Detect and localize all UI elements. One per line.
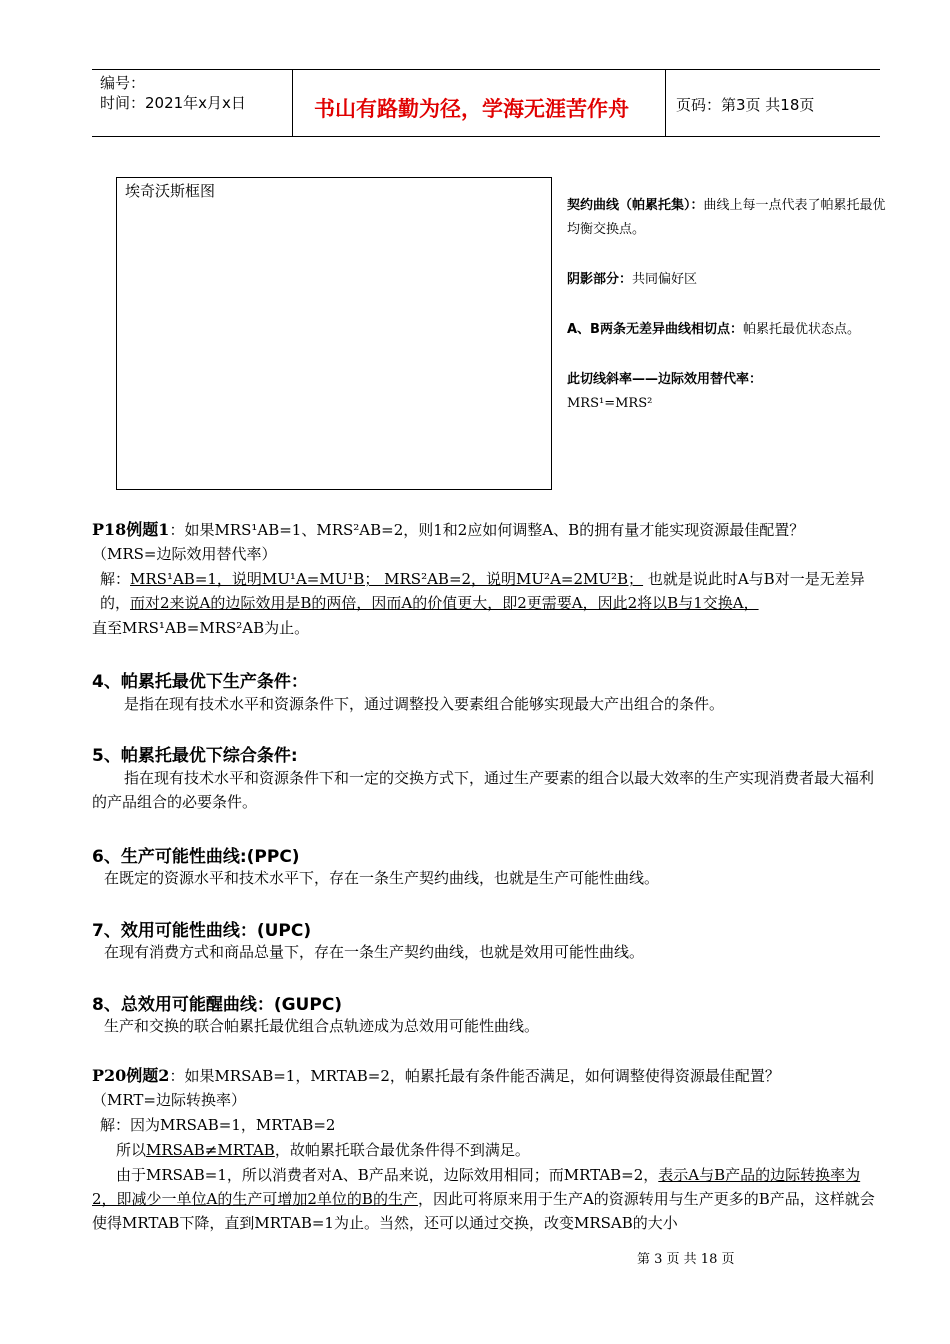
example2-paragraph — [92, 1163, 882, 1235]
contract-text: 曲线上每一点代表了帕累托最优均衡交换点。 — [567, 198, 886, 237]
example2-question — [92, 1064, 882, 1088]
example2-note: （MRT=边际转换率） — [92, 1091, 246, 1109]
shade-text: 共同偏好区 — [632, 272, 698, 287]
section6-body: 在既定的资源水平和技术水平下，存在一条生产契约曲线，也就是生产可能性曲线。 — [104, 869, 660, 887]
slope-label: 此切线斜率——边际效用替代率： — [567, 372, 763, 387]
solution-part3: 而对2来说A的边际效用是B的两倍，因而A的价值更大，即2更需要A，因此2将以B与1交换A， — [130, 594, 759, 612]
side-note-contract — [567, 194, 887, 242]
section8-title: 8、总效用可能醒曲线：(GUPC) — [92, 995, 343, 1015]
solution-part2: 也就是说此时A与B对一是无差异的， — [100, 570, 865, 612]
page-footer: 第 3 页 共 18 页 — [637, 1252, 735, 1267]
tangent-text: 帕累托最优状态点。 — [742, 322, 860, 337]
example1-conclusion: 直至MRS¹AB=MRS²AB为止。 — [92, 619, 310, 637]
section7-title: 7、效用可能性曲线：(UPC) — [92, 921, 312, 941]
edgeworth-box-frame — [116, 177, 552, 490]
example2-text: ：如果MRSAB=1，MRTAB=2，帕累托最有条件能否满足，如何调整使得资源最佳配置？ — [169, 1067, 780, 1085]
tangent-label: A、B两条无差异曲线相切点： — [567, 322, 743, 337]
mrs-equation: MRS¹=MRS² — [567, 396, 653, 411]
section5-body: 指在现有技术水平和资源条件下和一定的交换方式下，通过生产要素的组合以最大效率的生产实现消费者最大福利的产品组合的必要条件。 — [92, 769, 875, 811]
line2-inequality: MRSAB≠MRTAB — [146, 1141, 275, 1159]
header-page: 页码：第3页 共18页 — [676, 96, 815, 114]
section6-title: 6、生产可能性曲线:(PPC) — [92, 847, 300, 867]
section5-title: 5、帕累托最优下综合条件: — [92, 746, 298, 766]
section7-body: 在现有消费方式和商品总量下，存在一条生产契约曲线，也就是效用可能性曲线。 — [104, 943, 645, 961]
side-note-slope — [567, 368, 762, 392]
section8-body: 生产和交换的联合帕累托最优组合点轨迹成为总效用可能性曲线。 — [104, 1017, 540, 1035]
example2-label: P20例题2 — [92, 1066, 170, 1085]
example1-solution — [100, 567, 882, 615]
figure-title: 埃奇沃斯框图 — [125, 182, 216, 200]
line2-prefix: 所以 — [116, 1141, 147, 1159]
para-part1: 由于MRSAB=1，所以消费者对A、B产品来说，边际效用相同；而MRTAB=2， — [116, 1166, 659, 1184]
example1-text: ：如果MRS¹AB=1、MRS²AB=2，则1和2应如何调整A、B的拥有量才能实现资源最佳配置？ — [169, 521, 805, 539]
contract-label: 契约曲线（帕累托集）： — [567, 198, 704, 213]
solution-part1: MRS¹AB=1，说明MU¹A=MU¹B； MRS²AB=2，说明MU²A=2MU²B； — [130, 570, 644, 588]
side-note-tangent — [567, 318, 897, 342]
header-top-rule — [92, 69, 880, 70]
header-bottom-rule — [92, 136, 880, 137]
section4-title: 4、帕累托最优下生产条件： — [92, 672, 308, 692]
shade-label: 阴影部分： — [567, 272, 633, 287]
example1-label: P18例题1 — [92, 520, 170, 539]
example2-line2 — [116, 1138, 882, 1162]
para-part2: 表示A与B产品的边际转换率为2，即减少一单位A的生产可增加2单位的B的生产 — [92, 1166, 861, 1208]
example1-question — [92, 518, 882, 542]
para-part3: ，因此可将原来用于生产A的资源转用与生产更多的B产品，这样就会使得MRTAB下降，直到MRTAB=1为止。当然，还可以通过交换，改变MRSAB的大小 — [92, 1190, 875, 1232]
line2-suffix: ，故帕累托联合最优条件得不到满足。 — [274, 1141, 530, 1159]
header-divider-left — [292, 69, 293, 136]
example2-line1: 解：因为MRSAB=1，MRTAB=2 — [100, 1116, 336, 1134]
header-motto: 书山有路勤为径，学海无涯苦作舟 — [314, 97, 629, 121]
example1-note: （MRS=边际效用替代率） — [92, 545, 277, 563]
header-divider-right — [665, 69, 666, 136]
solution-prefix: 解： — [100, 570, 131, 588]
side-note-shade — [567, 268, 697, 292]
header-number: 编号： — [100, 74, 146, 92]
section4-body: 是指在现有技术水平和资源条件下，通过调整投入要素组合能够实现最大产出组合的条件。 — [124, 695, 725, 713]
header-time: 时间：2021年x月x日 — [100, 94, 246, 112]
